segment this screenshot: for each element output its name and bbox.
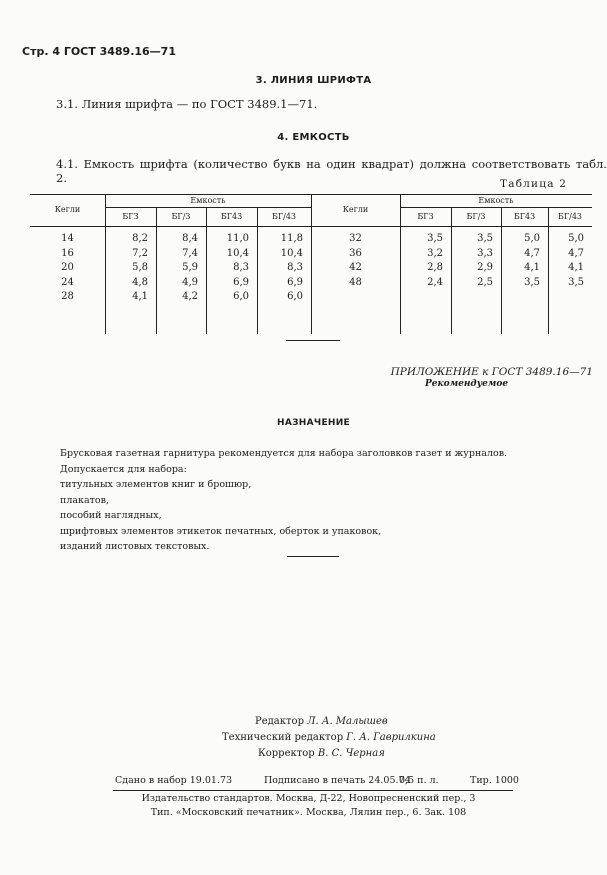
subcol-right-4: БГ/43 — [557, 212, 583, 221]
page-header: Стр. 4 ГОСТ 3489.16—71 — [22, 45, 176, 58]
right-kegl-cell: 48 — [349, 276, 362, 288]
divider-rule-2 — [287, 556, 339, 557]
col-kegli-right: Кегли — [342, 205, 369, 214]
section-4-heading: 4. ЕМКОСТЬ — [277, 132, 350, 143]
left-value-cell: 4,9 — [182, 276, 198, 288]
right-value-cell: 5,0 — [524, 233, 540, 244]
subcol-left-2: БГ/3 — [171, 212, 191, 221]
right-value-cell: 4,7 — [568, 247, 584, 259]
appendix-line: плакатов, — [60, 494, 109, 506]
right-kegl-cell: 42 — [349, 262, 362, 274]
left-kegl-cell: 16 — [61, 247, 74, 259]
left-value-cell: 6,9 — [287, 276, 303, 288]
subcol-left-3: БГ43 — [220, 212, 243, 221]
credit-role: Корректор — [258, 748, 315, 759]
subcol-right-3: БГ43 — [513, 212, 536, 221]
imprint-publisher: Издательство стандартов. Москва, Д-22, Новопресненский пер., 3 — [141, 793, 476, 804]
section-4-text: 4.1. Емкость шрифта (количество букв на один квадрат) должна соответствовать табл. 2. — [56, 157, 607, 185]
right-value-cell: 3,5 — [568, 276, 584, 288]
appendix-body — [60, 446, 507, 555]
right-kegl-cell: 36 — [349, 247, 362, 259]
col-emkost-right: Емкость — [478, 196, 514, 205]
left-value-cell: 4,8 — [132, 276, 148, 288]
subcol-right-1: БГЗ — [417, 212, 434, 221]
appendix-line: Допускается для набора: — [60, 463, 187, 475]
credit-editor — [0, 714, 607, 730]
col-emkost-left: Емкость — [190, 196, 226, 205]
right-value-cell: 3,3 — [477, 247, 493, 259]
right-value-cell: 3,5 — [427, 233, 443, 244]
right-value-cell: 3,5 — [524, 276, 540, 288]
credit-role: Редактор — [255, 716, 304, 727]
credit-role: Технический редактор — [222, 732, 344, 743]
right-value-cell: 2,5 — [477, 276, 493, 288]
appendix-line: изданий листовых текстовых. — [60, 541, 210, 552]
left-value-cell: 10,4 — [226, 247, 249, 259]
left-value-cell: 11,8 — [280, 233, 303, 244]
right-value-cell: 4,7 — [524, 247, 540, 259]
credit-name: Г. А. Гаврилкина — [346, 732, 436, 743]
subcol-left-4: БГ/43 — [271, 212, 297, 221]
appendix-subtitle: Рекомендуемое — [425, 379, 509, 389]
left-value-cell: 4,2 — [182, 291, 198, 303]
subcol-right-2: БГ/3 — [466, 212, 486, 221]
left-value-cell: 8,3 — [287, 262, 303, 274]
section-3-text: 3.1. Линия шрифта — по ГОСТ 3489.1—71. — [56, 97, 318, 111]
right-value-cell: 3,2 — [427, 247, 443, 259]
left-value-cell: 5,8 — [132, 262, 148, 274]
table-2 — [30, 194, 592, 334]
left-value-cell: 10,4 — [280, 247, 303, 259]
left-value-cell: 8,2 — [132, 233, 148, 244]
appendix-title: ПРИЛОЖЕНИЕ к ГОСТ 3489.16—71 — [390, 366, 593, 378]
credit-name: Л. А. Малышев — [307, 716, 388, 727]
divider-rule — [286, 340, 340, 341]
imprint-rule — [113, 790, 513, 791]
left-value-cell: 6,0 — [287, 291, 303, 303]
right-value-cell: 5,0 — [568, 233, 584, 244]
right-value-cell: 3,5 — [477, 233, 493, 244]
credit-name: В. С. Черная — [317, 748, 385, 759]
imprint-sheets: 0,5 п. л. — [399, 775, 439, 786]
col-kegli-left: Кегли — [54, 205, 81, 214]
right-value-cell: 4,1 — [568, 262, 584, 274]
left-value-cell: 8,4 — [182, 233, 198, 244]
left-value-cell: 5,9 — [182, 262, 198, 274]
left-kegl-cell: 14 — [61, 233, 74, 244]
subcol-left-1: БГЗ — [122, 212, 139, 221]
appendix-line: Брусковая газетная гарнитура рекомендуется для набора заголовков газет и журналов. — [60, 448, 508, 459]
left-kegl-cell: 28 — [61, 291, 74, 303]
imprint-printer: Тип. «Московский печатник». Москва, Лялин пер., 6. Зак. 108 — [150, 807, 467, 818]
right-value-cell: 2,8 — [427, 262, 443, 274]
imprint-sent: Сдано в набор 19.01.73 — [115, 775, 233, 786]
appendix-heading: НАЗНАЧЕНИЕ — [276, 418, 351, 428]
credit-corrector — [0, 746, 607, 762]
right-value-cell: 2,4 — [427, 276, 443, 288]
left-value-cell: 7,2 — [132, 247, 148, 259]
appendix-line: титульных элементов книг и брошюр, — [60, 479, 252, 490]
left-kegl-cell: 24 — [61, 276, 74, 288]
appendix-line: шрифтовых элементов этикеток печатных, оберток и упаковок, — [60, 525, 382, 537]
right-kegl-cell: 32 — [349, 233, 362, 244]
left-kegl-cell: 20 — [61, 262, 74, 274]
table-caption: Таблица 2 — [500, 178, 568, 190]
left-value-cell: 4,1 — [132, 291, 148, 303]
imprint-signed: Подписано в печать 24.05.74 — [264, 775, 411, 786]
right-value-cell: 4,1 — [524, 262, 540, 274]
appendix-line: пособий наглядных, — [60, 510, 162, 521]
credits — [0, 714, 607, 762]
section-3-heading: 3. ЛИНИЯ ШРИФТА — [255, 75, 372, 86]
left-value-cell: 6,9 — [233, 276, 249, 288]
credit-tech-editor — [0, 730, 607, 746]
left-value-cell: 8,3 — [233, 262, 249, 274]
left-value-cell: 7,4 — [182, 247, 198, 259]
left-value-cell: 11,0 — [226, 233, 249, 244]
imprint-run: Тир. 1000 — [470, 775, 519, 786]
left-value-cell: 6,0 — [233, 291, 249, 303]
right-value-cell: 2,9 — [477, 262, 493, 274]
